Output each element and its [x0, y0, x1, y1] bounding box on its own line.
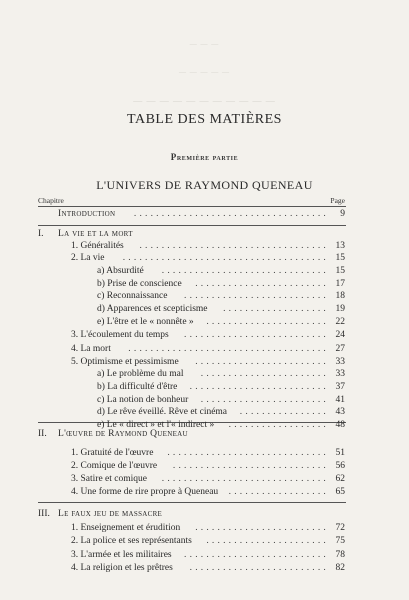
toc-entry — [0, 329, 409, 341]
leader-dots: ....................... — [200, 395, 329, 405]
toc-entry — [0, 290, 409, 302]
leader-dots: ........................ — [195, 279, 329, 289]
toc-chapter-heading — [0, 228, 409, 240]
leader-dots: .......................... — [184, 291, 329, 301]
toc-entry-title: 3. L'écoulement du temps — [71, 330, 169, 340]
toc-entry-title: 1. Gratuité de l'œuvre — [71, 448, 154, 458]
leader-dots: ...................... — [206, 317, 329, 327]
toc-entry-title: 3. Satire et comique — [71, 474, 147, 484]
page-number: 15 — [335, 266, 345, 276]
part-title: L'UNIVERS DE RAYMOND QUENEAU — [96, 178, 313, 192]
toc-entry — [0, 549, 409, 561]
leader-dots: ...................... — [206, 536, 329, 546]
toc-entry-title: 4. La mort — [71, 344, 111, 354]
toc-entry-title: b) La difficulté d'être — [97, 382, 178, 392]
column-header-chapter: Chapitre — [38, 196, 64, 205]
page-number: 17 — [335, 279, 345, 289]
toc-entry — [0, 406, 409, 418]
bleed-through-text: — — — — [189, 40, 220, 48]
leader-dots: ........................ — [195, 357, 329, 367]
toc-entry-title: Le faux jeu de massacre — [58, 509, 163, 519]
toc-entry-title: b) Prise de conscience — [97, 279, 182, 289]
toc-entry — [0, 316, 409, 328]
toc-entry-title: 3. L'armée et les militaires — [71, 550, 172, 560]
toc-entry-title: 4. La religion et les prêtres — [71, 563, 173, 573]
toc-entry-title: 2. Comique de l'œuvre — [71, 461, 158, 471]
toc-entry — [0, 240, 409, 252]
leader-dots: .......................... — [184, 550, 329, 560]
toc-entry-title: d) Apparences et scepticisme — [97, 304, 208, 314]
page-number: 15 — [335, 253, 345, 263]
toc-entry — [0, 381, 409, 393]
toc-chapter-heading — [0, 508, 409, 520]
leader-dots: ......................... — [189, 382, 329, 392]
page-number: 33 — [335, 369, 345, 379]
toc-entry-title: 4. Une forme de rire propre à Queneau — [71, 487, 219, 497]
toc-entry-title: 1. Enseignement et érudition — [71, 523, 181, 533]
leader-dots: .................. — [228, 420, 329, 430]
page-number: 51 — [335, 448, 345, 458]
leader-dots: .............................. — [161, 266, 329, 276]
page-number: 75 — [335, 536, 345, 546]
chapter-number: III. — [38, 509, 50, 519]
page-number: 37 — [335, 382, 345, 392]
toc-chapter-heading — [0, 428, 409, 440]
toc-entry — [0, 303, 409, 315]
toc-entry — [0, 252, 409, 264]
chapter-number: II. — [38, 429, 47, 439]
toc-entry — [0, 265, 409, 277]
page-number: 41 — [335, 395, 345, 405]
leader-dots: ......................... — [189, 563, 329, 573]
leader-dots: .................. — [228, 487, 329, 497]
page-number: 65 — [335, 487, 345, 497]
divider — [38, 225, 346, 226]
part-heading: Première partie — [170, 152, 239, 162]
toc-entry-title: a) Le problème du mal — [97, 369, 184, 379]
toc-entry-title: c) Reconnaissance — [97, 291, 168, 301]
leader-dots: ................................... — [133, 209, 329, 219]
chapter-number: I. — [38, 229, 44, 239]
page-number: 13 — [335, 241, 345, 251]
leader-dots: .......................... — [184, 330, 329, 340]
leader-dots: .............................. — [161, 474, 329, 484]
toc-entry-title: 1. Généralités — [71, 241, 124, 251]
page-number: 24 — [335, 330, 345, 340]
leader-dots: ................... — [223, 304, 329, 314]
page-number: 33 — [335, 357, 345, 367]
toc-entry-title: c) La notion de bonheur — [97, 395, 189, 405]
divider — [38, 502, 346, 503]
toc-entry — [0, 208, 409, 220]
leader-dots: ................ — [239, 407, 329, 417]
toc-entry — [0, 368, 409, 380]
page-number: 9 — [340, 209, 345, 219]
page-number: 19 — [335, 304, 345, 314]
toc-entry-title: 2. La police et ses représentants — [71, 536, 192, 546]
toc-entry-title: La vie et la mort — [58, 229, 133, 239]
toc-entry-title: 2. La vie — [71, 253, 105, 263]
leader-dots: .................................. — [139, 241, 329, 251]
leader-dots: .................................... — [128, 344, 329, 354]
toc-entry — [0, 343, 409, 355]
toc-entry-title: L'œuvre de Raymond Queneau — [58, 429, 188, 439]
column-header-page: Page — [330, 196, 345, 205]
bleed-through-text: — — — — — — — — — — — — [133, 96, 276, 106]
divider — [38, 206, 346, 207]
toc-entry — [0, 473, 409, 485]
bleed-through-text: — — — — — — [179, 68, 230, 76]
toc-entry-title: d) Le rêve éveillé. Rêve et cinéma — [97, 407, 228, 417]
page-number: 82 — [335, 563, 345, 573]
toc-entry — [0, 562, 409, 574]
toc-entry-title: Introduction — [58, 209, 116, 219]
toc-entry-title: 5. Optimisme et pessimisme — [71, 357, 179, 367]
toc-entry — [0, 460, 409, 472]
toc-entry — [0, 394, 409, 406]
page-number: 62 — [335, 474, 345, 484]
page-number: 72 — [335, 523, 345, 533]
page-number: 48 — [335, 420, 345, 430]
leader-dots: ............................ — [172, 461, 329, 471]
toc-entry — [0, 278, 409, 290]
leader-dots: ........................ — [195, 523, 329, 533]
page-number: 18 — [335, 291, 345, 301]
toc-entry — [0, 535, 409, 547]
leader-dots: ....................... — [200, 369, 329, 379]
page-number: 56 — [335, 461, 345, 471]
page-number: 22 — [335, 317, 345, 327]
page-number: 43 — [335, 407, 345, 417]
toc-entry — [0, 522, 409, 534]
toc-entry-title: e) Le « direct » et l'« indirect » — [97, 420, 215, 430]
leader-dots: ............................. — [167, 448, 329, 458]
toc-entry-title: e) L'être et le « nonnête » — [97, 317, 194, 327]
page-title: TABLE DES MATIÈRES — [127, 112, 282, 127]
page-number: 27 — [335, 344, 345, 354]
toc-entry — [0, 447, 409, 459]
toc-entry — [0, 356, 409, 368]
leader-dots: ..................................... — [122, 253, 329, 263]
page-number: 78 — [335, 550, 345, 560]
toc-entry-title: a) Absurdité — [97, 266, 144, 276]
toc-entry — [0, 486, 409, 498]
